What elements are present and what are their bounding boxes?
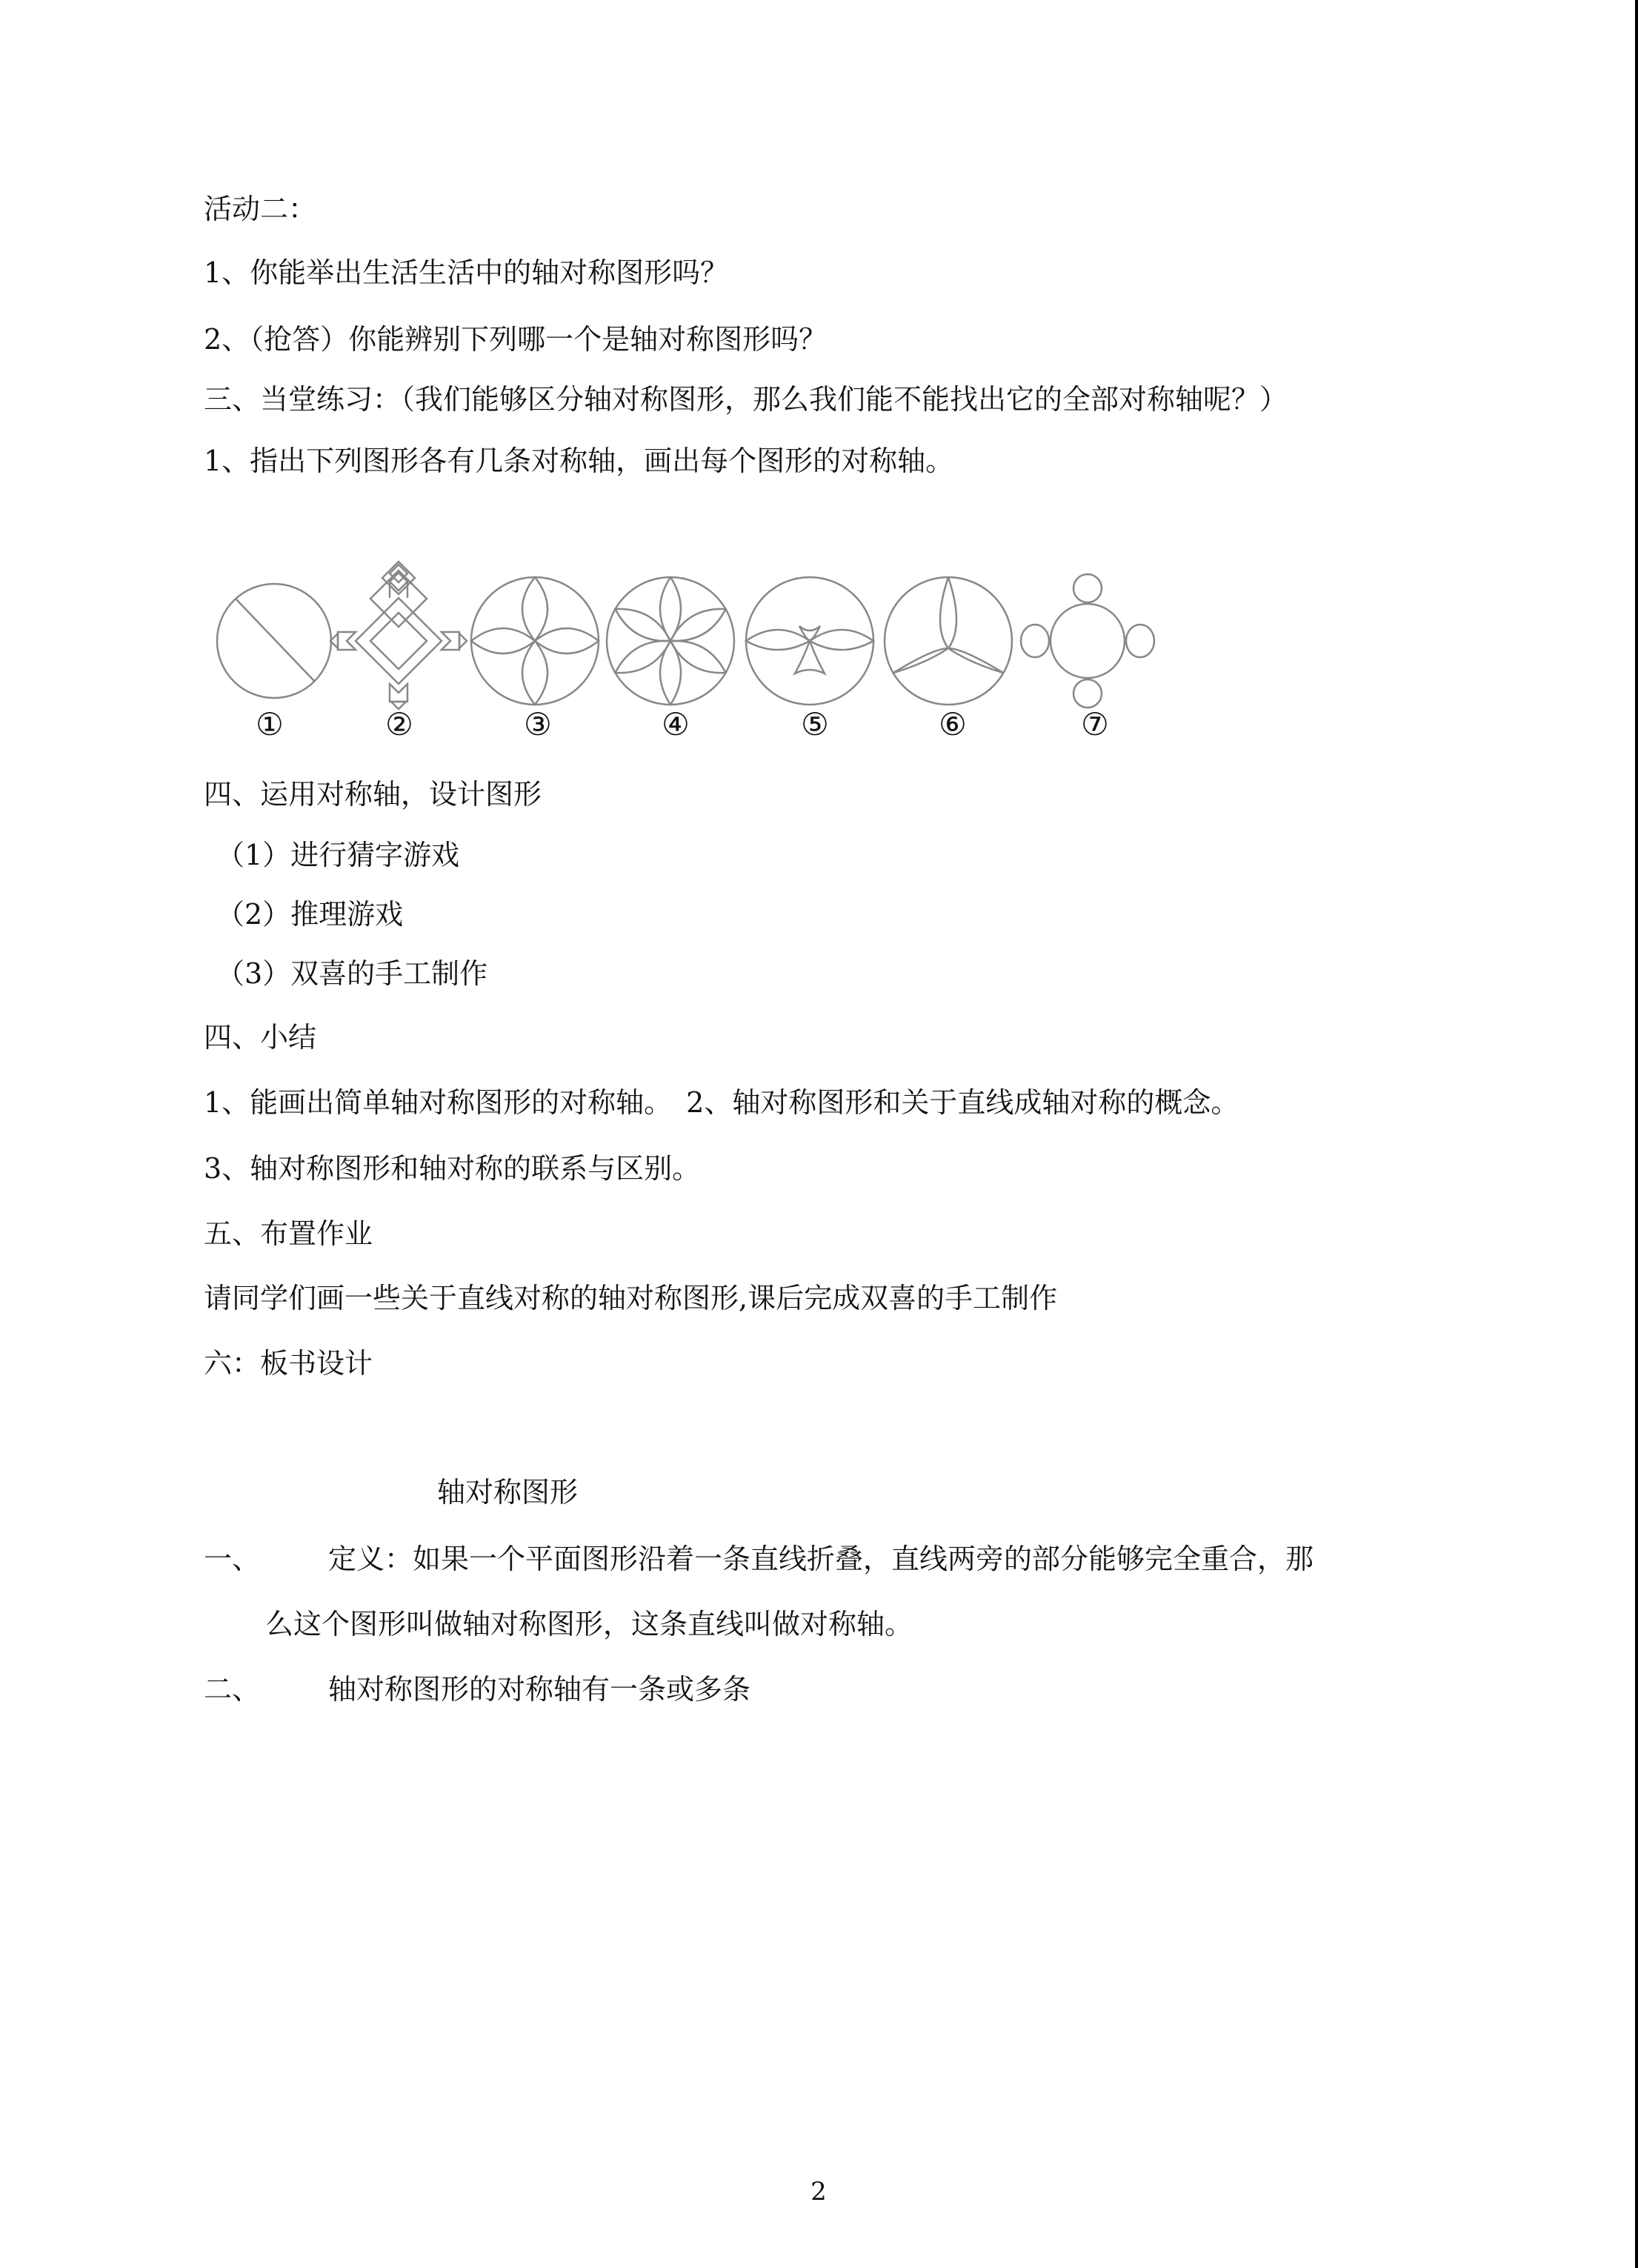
figure-label-7: ⑦ xyxy=(1081,706,1109,742)
board-item-2-text: 轴对称图形的对称轴有一条或多条 xyxy=(328,1673,751,1706)
board-item-1-text: 定义：如果一个平面图形沿着一条直线折叠，直线两旁的部分能够完全重合，那 xyxy=(328,1543,1314,1575)
design-heading: 四、运用对称轴，设计图形 xyxy=(204,778,542,811)
design-item-2: （2）推理游戏 xyxy=(216,898,404,931)
figure-label-2: ② xyxy=(385,706,413,742)
figure-1-circle-with-line xyxy=(217,584,331,698)
activity2-question-2: 2、（抢答）你能辨别下列哪一个是轴对称图形吗？ xyxy=(204,323,828,356)
figure-3-four-petal-circle xyxy=(471,577,599,705)
practice-heading: 三、当堂练习：（我们能够区分轴对称图形，那么我们能不能找出它的全部对称轴呢？） xyxy=(204,383,1288,416)
board-item-1-continuation: 么这个图形叫做轴对称图形，这条直线叫做对称轴。 xyxy=(265,1608,913,1640)
figure-label-1: ① xyxy=(256,706,284,742)
symmetry-figures xyxy=(0,519,1185,741)
figure-4-six-petal-circle xyxy=(607,577,734,705)
design-item-3: （3）双喜的手工制作 xyxy=(216,957,488,990)
figure-6-three-arc-circle xyxy=(885,577,1012,705)
board-title: 轴对称图形 xyxy=(437,1476,579,1509)
summary-line-1: 1、能画出简单轴对称图形的对称轴。 2、轴对称图形和关于直线成轴对称的概念。 xyxy=(204,1086,1239,1119)
activity2-heading: 活动二： xyxy=(204,193,317,225)
board-item-1-number: 一、 xyxy=(204,1543,261,1575)
page-number: 2 xyxy=(810,2177,827,2207)
design-item-1: （1）进行猜字游戏 xyxy=(216,839,460,871)
summary-heading: 四、小结 xyxy=(204,1021,317,1054)
board-heading: 六：板书设计 xyxy=(204,1347,373,1380)
figure-7-circle-with-satellites xyxy=(1021,574,1154,708)
board-item-2-number: 二、 xyxy=(204,1673,261,1706)
homework-text: 请同学们画一些关于直线对称的轴对称图形,课后完成双喜的手工制作 xyxy=(204,1282,1058,1314)
figure-5-bow-circle xyxy=(746,577,873,705)
homework-heading: 五、布置作业 xyxy=(204,1217,373,1250)
summary-line-2: 3、轴对称图形和轴对称的联系与区别。 xyxy=(204,1152,701,1185)
figure-label-5: ⑤ xyxy=(801,706,829,742)
activity2-question-1: 1、你能举出生活生活中的轴对称图形吗？ xyxy=(204,256,729,289)
figure-label-6: ⑥ xyxy=(939,706,967,742)
practice-task-1: 1、指出下列图形各有几条对称轴，画出每个图形的对称轴。 xyxy=(204,445,954,477)
figure-label-4: ④ xyxy=(662,706,690,742)
figure-label-3: ③ xyxy=(524,706,552,742)
